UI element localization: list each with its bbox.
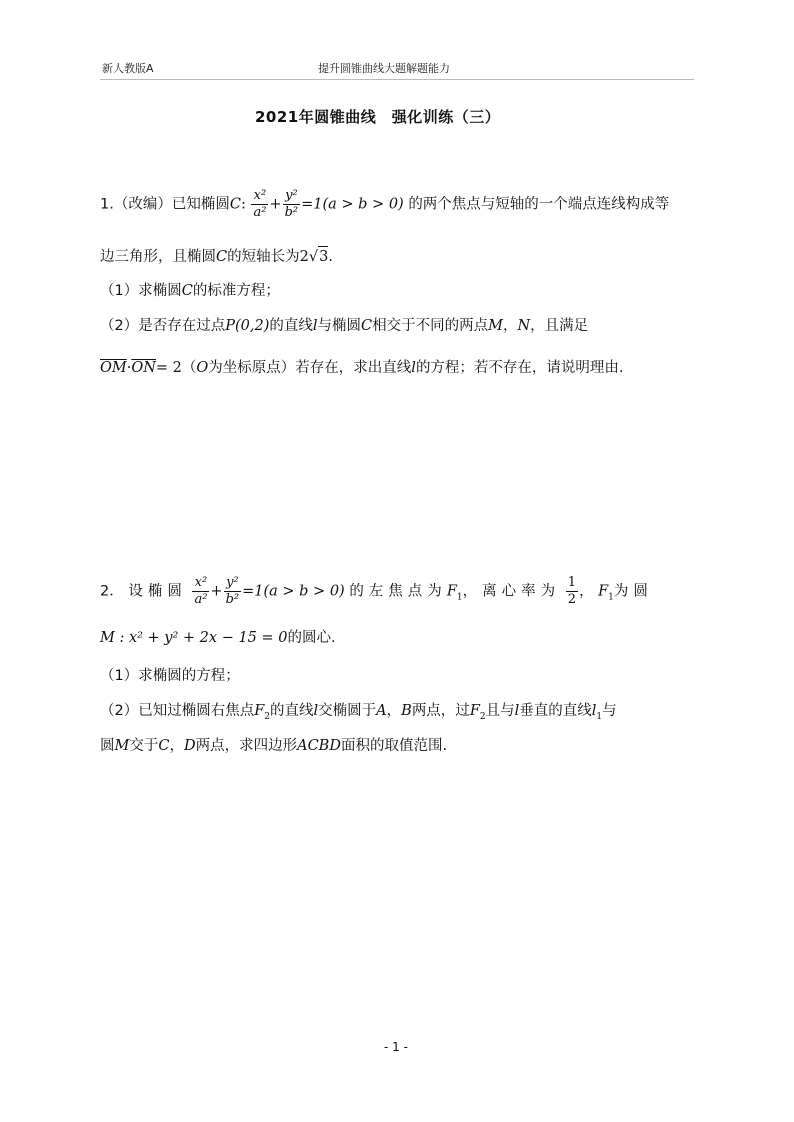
fraction-x2-a2: $\frac{\text{x²}}{\text{a²}}$ — [253, 188, 267, 220]
problem-2-question-2-line-2: 圆M交于C，D两点，求四边形ACBD面积的取值范围. — [100, 738, 448, 754]
problem-2-question-1: （1）求椭圆的方程； — [100, 668, 240, 684]
problem-1-line-1: 1.（改编）已知椭圆C: $\frac{\text{x²}}{\text{a²}}$ + $\frac{\text{y²}}{\text{b²}}$ =1(a > b > 0) 的两个焦点与短轴的一个端点连线构成等 — [100, 188, 670, 220]
problem-1-question-2-line-1: （2）是否存在过点P(0,2)的直线l与椭圆C相交于不同的两点M，N，且满足 — [100, 318, 589, 334]
problem-2-number: 2． — [100, 583, 124, 600]
problem-2-line-2: M : x² + y² + 2x − 15 = 0的圆心. — [100, 630, 336, 646]
problem-1-line-2: 边三角形，且椭圆C的短轴长为2√3. — [100, 246, 333, 267]
fraction-one-half: $\frac{1}{2}$ — [567, 575, 576, 607]
fraction-y2-b2-p2: $\frac{\text{y²}}{\text{b²}}$ — [225, 575, 240, 607]
problem-1-question-2-line-2: $\overline{OM}\cdot\overline{ON}= 2(O$为坐标原点）若存在，求出直线l的方程；若不存在，请说明理由. — [100, 360, 624, 376]
fraction-x2-a2-p2: $\frac{\text{x²}}{\text{a²}}$ — [194, 575, 208, 607]
circle-equation: M : x² + y² + 2x − 15 = 0 — [100, 630, 288, 646]
fraction-y2-b2: $\frac{\text{y²}}{\text{b²}}$ — [284, 188, 299, 220]
problem-1-number: 1. — [100, 196, 114, 213]
page-title: 2021年圆锥曲线 强化训练（三） — [255, 108, 501, 126]
page-number: - 1 - — [384, 1040, 408, 1054]
problem-2-line-1: 2． 设椭圆 $\frac{\text{x²}}{\text{a²}}$ + $\frac{\text{y²}}{\text{b²}}$ =1(a > b > 0) 的左焦点为$F_1$，离心率为 $\frac{1}{2}$ ， $F_1$为圆 — [100, 575, 653, 607]
vector-om: $\overline{OM}$ — [100, 360, 127, 376]
header-center: 提升圆锥曲线大题解题能力 — [318, 62, 450, 75]
problem-2-question-2-line-1: （2）已知过椭圆右焦点$F_2$的直线l交椭圆于A，B两点，过$F_2$且与l垂直的直线$l_1$与 — [100, 703, 617, 722]
header-left: 新人教版A — [102, 62, 154, 75]
problem-1-question-1: （1）求椭圆C的标准方程； — [100, 283, 280, 299]
header-rule — [100, 79, 694, 80]
vector-on: $\overline{ON}$ — [131, 360, 156, 376]
